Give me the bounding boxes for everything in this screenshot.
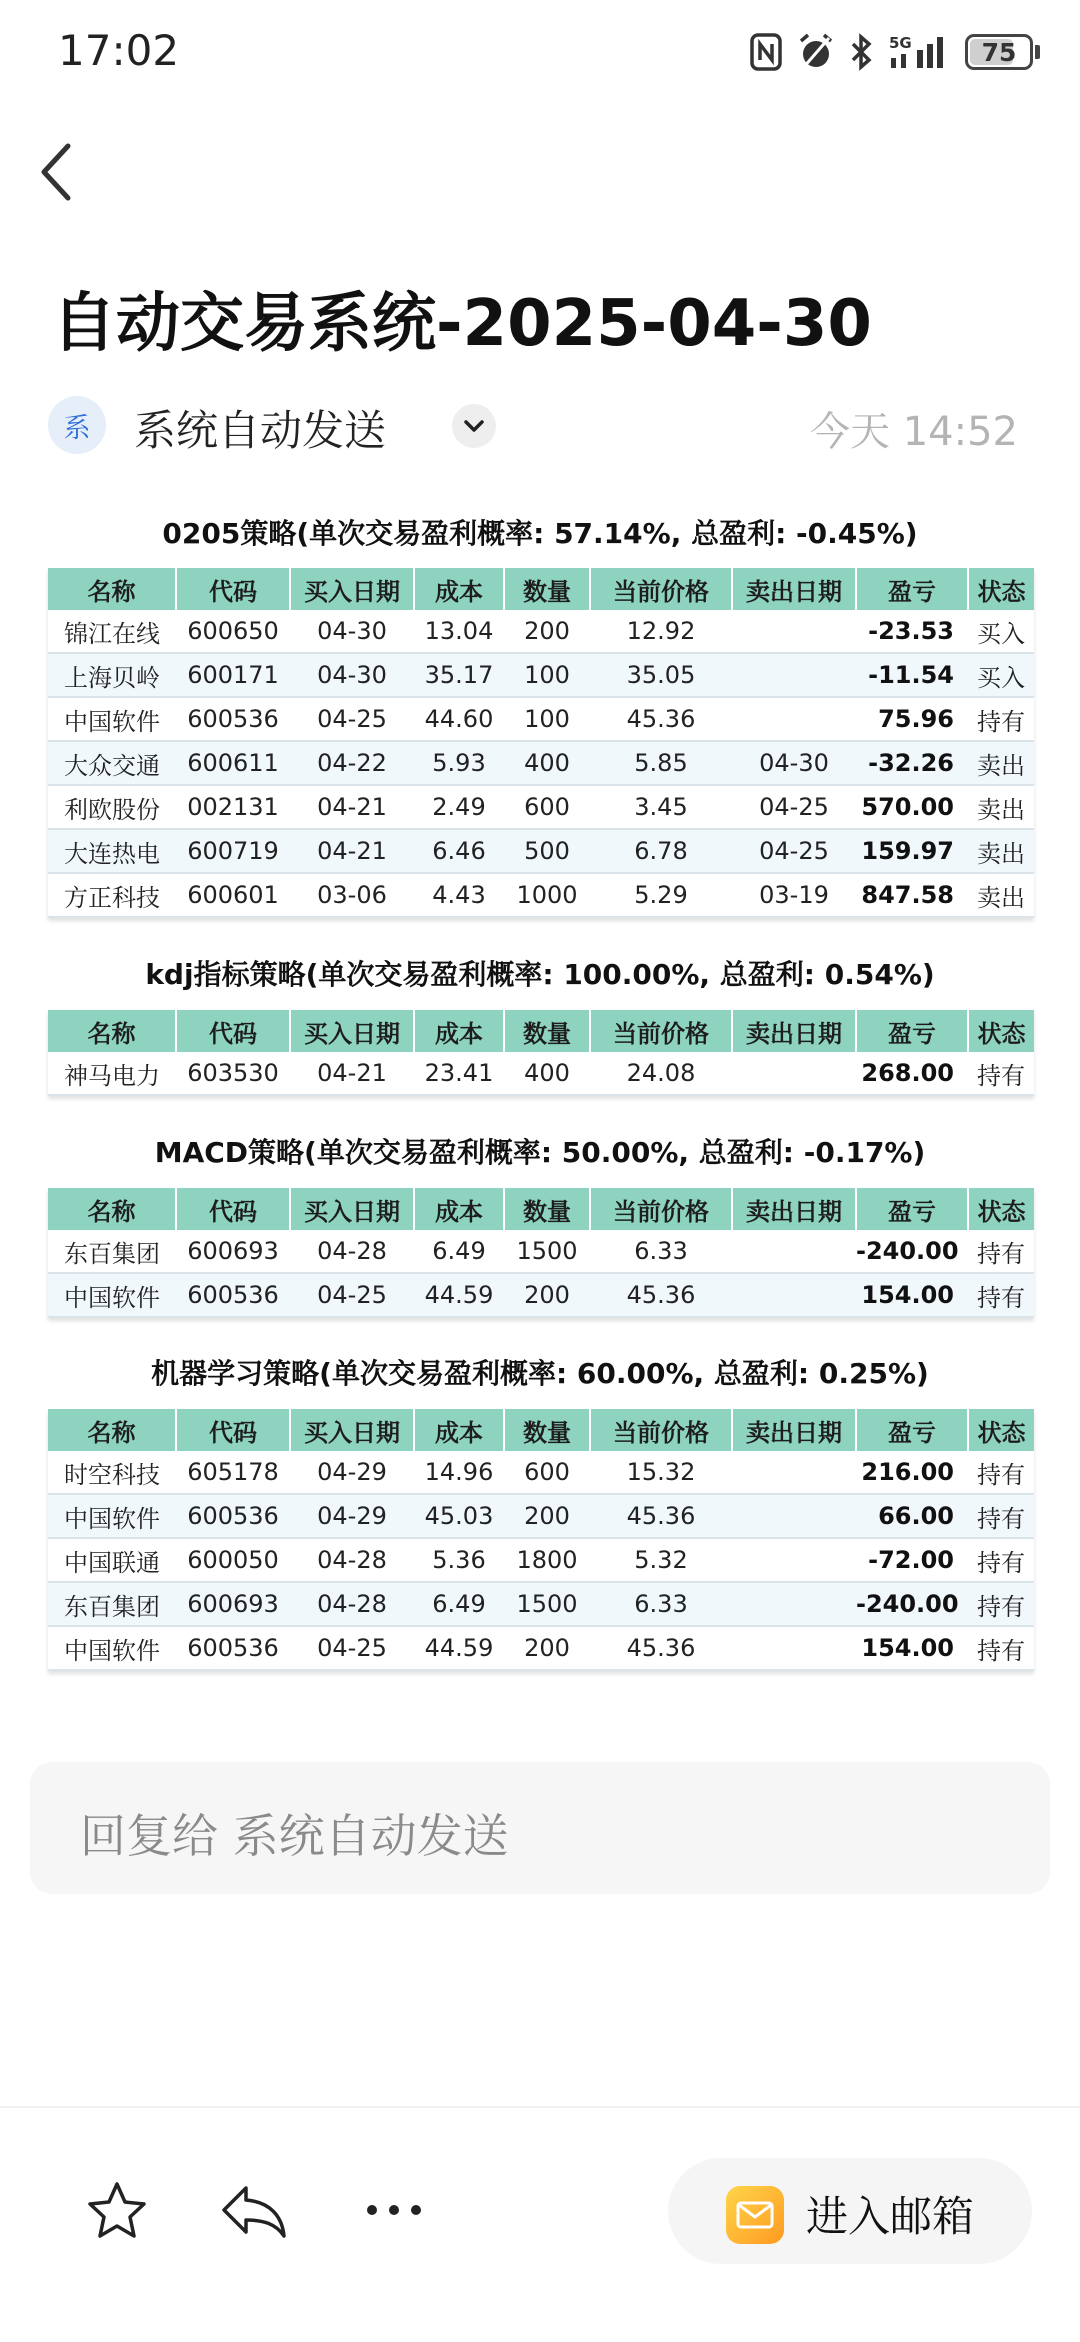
col-price: 15.32 bbox=[590, 1451, 732, 1494]
column-header: 成本 bbox=[414, 1409, 504, 1451]
col-quantity: 1800 bbox=[504, 1538, 590, 1582]
chevron-down-icon bbox=[463, 419, 485, 433]
col-cost: 4.43 bbox=[414, 873, 504, 917]
col-status: 持有 bbox=[968, 697, 1034, 741]
trade-table bbox=[48, 1010, 1034, 1096]
trade-table bbox=[48, 568, 1034, 918]
battery-value: 75 bbox=[981, 37, 1017, 67]
table-row bbox=[48, 873, 1034, 917]
column-header: 卖出日期 bbox=[732, 1409, 856, 1451]
col-code: 600693 bbox=[176, 1230, 290, 1273]
col-quantity: 100 bbox=[504, 653, 590, 697]
column-header: 卖出日期 bbox=[732, 1188, 856, 1230]
reply-placeholder: 回复给 系统自动发送 bbox=[80, 1809, 509, 1863]
col-sell-date: 04-30 bbox=[732, 741, 856, 785]
col-name: 时空科技 bbox=[48, 1451, 176, 1494]
column-header: 代码 bbox=[176, 568, 290, 610]
col-status: 持有 bbox=[968, 1626, 1034, 1670]
col-buy-date: 04-29 bbox=[290, 1494, 414, 1538]
col-quantity: 400 bbox=[504, 1052, 590, 1095]
column-header: 盈亏 bbox=[856, 1409, 968, 1451]
col-code: 603530 bbox=[176, 1052, 290, 1095]
col-status: 卖出 bbox=[968, 741, 1034, 785]
col-status: 持有 bbox=[968, 1052, 1034, 1095]
col-pnl: 75.96 bbox=[856, 697, 968, 741]
col-price: 45.36 bbox=[590, 1626, 732, 1670]
col-code: 600601 bbox=[176, 873, 290, 917]
col-code: 600611 bbox=[176, 741, 290, 785]
table-row bbox=[48, 1538, 1034, 1582]
table-row bbox=[48, 1273, 1034, 1317]
col-code: 600693 bbox=[176, 1582, 290, 1626]
col-code: 002131 bbox=[176, 785, 290, 829]
col-pnl: 268.00 bbox=[856, 1052, 968, 1095]
column-header: 名称 bbox=[48, 1409, 176, 1451]
col-pnl: 159.97 bbox=[856, 829, 968, 873]
col-name: 锦江在线 bbox=[48, 610, 176, 653]
table-row bbox=[48, 1052, 1034, 1095]
mail-subject: 自动交易系统-2025-04-30 bbox=[52, 287, 872, 361]
col-buy-date: 04-25 bbox=[290, 697, 414, 741]
col-pnl: -11.54 bbox=[856, 653, 968, 697]
col-pnl: 847.58 bbox=[856, 873, 968, 917]
column-header: 当前价格 bbox=[590, 1188, 732, 1230]
sender-name[interactable]: 系统自动发送 bbox=[134, 406, 387, 455]
col-sell-date bbox=[732, 1230, 856, 1273]
more-button[interactable] bbox=[364, 2200, 424, 2224]
column-header: 数量 bbox=[504, 1010, 590, 1052]
mailbox-icon bbox=[726, 2186, 784, 2244]
col-buy-date: 04-21 bbox=[290, 785, 414, 829]
nfc-icon bbox=[749, 32, 783, 72]
col-quantity: 200 bbox=[504, 1273, 590, 1317]
column-header: 代码 bbox=[176, 1010, 290, 1052]
col-quantity: 1500 bbox=[504, 1230, 590, 1273]
table-row bbox=[48, 610, 1034, 653]
trade-table bbox=[48, 1409, 1034, 1671]
strategy-title: 机器学习策略(单次交易盈利概率: 60.00%, 总盈利: 0.25%) bbox=[151, 1357, 929, 1390]
col-name: 中国联通 bbox=[48, 1538, 176, 1582]
col-sell-date bbox=[732, 1626, 856, 1670]
col-price: 24.08 bbox=[590, 1052, 732, 1095]
col-name: 上海贝岭 bbox=[48, 653, 176, 697]
column-header: 状态 bbox=[968, 568, 1034, 610]
column-header: 买入日期 bbox=[290, 568, 414, 610]
bluetooth-icon bbox=[849, 32, 873, 72]
table-row bbox=[48, 741, 1034, 785]
col-price: 6.33 bbox=[590, 1230, 732, 1273]
signal-icon bbox=[887, 32, 951, 72]
col-price: 45.36 bbox=[590, 1273, 732, 1317]
strategy-title: kdj指标策略(单次交易盈利概率: 100.00%, 总盈利: 0.54%) bbox=[145, 958, 935, 991]
col-name: 中国软件 bbox=[48, 1273, 176, 1317]
col-cost: 45.03 bbox=[414, 1494, 504, 1538]
table-row bbox=[48, 1230, 1034, 1273]
col-name: 神马电力 bbox=[48, 1052, 176, 1095]
col-name: 中国软件 bbox=[48, 697, 176, 741]
col-code: 600536 bbox=[176, 1494, 290, 1538]
col-sell-date bbox=[732, 1273, 856, 1317]
more-icon bbox=[364, 2200, 424, 2220]
col-name: 东百集团 bbox=[48, 1582, 176, 1626]
col-status: 买入 bbox=[968, 610, 1034, 653]
col-price: 5.29 bbox=[590, 873, 732, 917]
col-price: 5.32 bbox=[590, 1538, 732, 1582]
status-bar bbox=[0, 0, 1080, 100]
col-quantity: 1000 bbox=[504, 873, 590, 917]
col-cost: 44.59 bbox=[414, 1273, 504, 1317]
col-quantity: 400 bbox=[504, 741, 590, 785]
col-buy-date: 04-30 bbox=[290, 653, 414, 697]
col-sell-date bbox=[732, 1451, 856, 1494]
col-status: 持有 bbox=[968, 1273, 1034, 1317]
col-code: 600719 bbox=[176, 829, 290, 873]
col-status: 持有 bbox=[968, 1230, 1034, 1273]
column-header: 成本 bbox=[414, 1010, 504, 1052]
column-header: 当前价格 bbox=[590, 1010, 732, 1052]
col-cost: 6.49 bbox=[414, 1582, 504, 1626]
col-cost: 5.36 bbox=[414, 1538, 504, 1582]
col-status: 持有 bbox=[968, 1451, 1034, 1494]
col-sell-date: 04-25 bbox=[732, 829, 856, 873]
col-price: 35.05 bbox=[590, 653, 732, 697]
column-header: 状态 bbox=[968, 1188, 1034, 1230]
star-button[interactable] bbox=[86, 2180, 148, 2246]
col-status: 卖出 bbox=[968, 873, 1034, 917]
table-row bbox=[48, 653, 1034, 697]
column-header: 数量 bbox=[504, 1409, 590, 1451]
col-status: 持有 bbox=[968, 1582, 1034, 1626]
col-cost: 14.96 bbox=[414, 1451, 504, 1494]
column-header: 买入日期 bbox=[290, 1010, 414, 1052]
col-cost: 44.60 bbox=[414, 697, 504, 741]
back-button[interactable] bbox=[36, 140, 80, 204]
col-cost: 35.17 bbox=[414, 653, 504, 697]
col-code: 605178 bbox=[176, 1451, 290, 1494]
col-buy-date: 04-28 bbox=[290, 1582, 414, 1626]
col-buy-date: 04-21 bbox=[290, 829, 414, 873]
chevron-left-icon bbox=[36, 140, 80, 204]
table-row bbox=[48, 697, 1034, 741]
column-header: 成本 bbox=[414, 1188, 504, 1230]
col-name: 利欧股份 bbox=[48, 785, 176, 829]
col-pnl: 154.00 bbox=[856, 1626, 968, 1670]
reply-button[interactable] bbox=[220, 2182, 288, 2244]
col-sell-date bbox=[732, 610, 856, 653]
col-buy-date: 04-25 bbox=[290, 1273, 414, 1317]
column-header: 成本 bbox=[414, 568, 504, 610]
col-cost: 13.04 bbox=[414, 610, 504, 653]
col-quantity: 600 bbox=[504, 1451, 590, 1494]
col-buy-date: 04-21 bbox=[290, 1052, 414, 1095]
sender-row bbox=[48, 396, 1018, 456]
col-quantity: 1500 bbox=[504, 1582, 590, 1626]
col-pnl: 570.00 bbox=[856, 785, 968, 829]
bottom-toolbar bbox=[0, 2106, 1080, 2342]
col-code: 600536 bbox=[176, 1273, 290, 1317]
table-row bbox=[48, 1494, 1034, 1538]
star-icon bbox=[86, 2180, 148, 2242]
mail-time: 今天 14:52 bbox=[810, 409, 1018, 455]
trade-table bbox=[48, 1188, 1034, 1318]
column-header: 名称 bbox=[48, 1188, 176, 1230]
battery-icon bbox=[965, 34, 1033, 70]
column-header: 名称 bbox=[48, 568, 176, 610]
column-header: 数量 bbox=[504, 568, 590, 610]
col-name: 方正科技 bbox=[48, 873, 176, 917]
col-name: 中国软件 bbox=[48, 1626, 176, 1670]
col-pnl: 216.00 bbox=[856, 1451, 968, 1494]
col-sell-date bbox=[732, 1582, 856, 1626]
col-sell-date: 04-25 bbox=[732, 785, 856, 829]
reply-icon bbox=[220, 2182, 288, 2240]
strategy-title: MACD策略(单次交易盈利概率: 50.00%, 总盈利: -0.17%) bbox=[154, 1136, 926, 1169]
column-header: 盈亏 bbox=[856, 568, 968, 610]
col-sell-date bbox=[732, 697, 856, 741]
col-quantity: 200 bbox=[504, 1494, 590, 1538]
col-status: 买入 bbox=[968, 653, 1034, 697]
sender-avatar[interactable]: 系 bbox=[48, 396, 106, 454]
col-cost: 23.41 bbox=[414, 1052, 504, 1095]
col-buy-date: 04-28 bbox=[290, 1538, 414, 1582]
col-price: 3.45 bbox=[590, 785, 732, 829]
column-header: 买入日期 bbox=[290, 1188, 414, 1230]
col-buy-date: 03-06 bbox=[290, 873, 414, 917]
col-buy-date: 04-28 bbox=[290, 1230, 414, 1273]
col-quantity: 600 bbox=[504, 785, 590, 829]
col-price: 5.85 bbox=[590, 741, 732, 785]
enter-mailbox-label: 进入邮箱 bbox=[806, 2192, 975, 2241]
col-code: 600536 bbox=[176, 1626, 290, 1670]
col-quantity: 200 bbox=[504, 610, 590, 653]
enter-mailbox-button[interactable] bbox=[668, 2158, 1032, 2264]
table-row bbox=[48, 785, 1034, 829]
column-header: 代码 bbox=[176, 1409, 290, 1451]
col-status: 持有 bbox=[968, 1538, 1034, 1582]
col-sell-date bbox=[732, 1052, 856, 1095]
col-status: 持有 bbox=[968, 1494, 1034, 1538]
col-price: 6.78 bbox=[590, 829, 732, 873]
table-header-row bbox=[48, 568, 1034, 610]
column-header: 代码 bbox=[176, 1188, 290, 1230]
column-header: 盈亏 bbox=[856, 1188, 968, 1230]
col-pnl: -32.26 bbox=[856, 741, 968, 785]
col-status: 卖出 bbox=[968, 785, 1034, 829]
battery-tip bbox=[1035, 45, 1040, 59]
column-header: 名称 bbox=[48, 1010, 176, 1052]
column-header: 盈亏 bbox=[856, 1010, 968, 1052]
col-cost: 6.46 bbox=[414, 829, 504, 873]
column-header: 当前价格 bbox=[590, 568, 732, 610]
col-buy-date: 04-25 bbox=[290, 1626, 414, 1670]
reply-input[interactable] bbox=[30, 1762, 1050, 1894]
col-code: 600171 bbox=[176, 653, 290, 697]
table-header-row bbox=[48, 1188, 1034, 1230]
column-header: 当前价格 bbox=[590, 1409, 732, 1451]
strategy-title: 0205策略(单次交易盈利概率: 57.14%, 总盈利: -0.45%) bbox=[162, 517, 918, 550]
col-quantity: 100 bbox=[504, 697, 590, 741]
col-name: 大连热电 bbox=[48, 829, 176, 873]
column-header: 状态 bbox=[968, 1010, 1034, 1052]
col-sell-date bbox=[732, 1538, 856, 1582]
column-header: 卖出日期 bbox=[732, 568, 856, 610]
col-price: 45.36 bbox=[590, 1494, 732, 1538]
column-header: 买入日期 bbox=[290, 1409, 414, 1451]
column-header: 卖出日期 bbox=[732, 1010, 856, 1052]
svg-text:5G: 5G bbox=[889, 34, 912, 52]
column-header: 数量 bbox=[504, 1188, 590, 1230]
table-row bbox=[48, 829, 1034, 873]
col-buy-date: 04-22 bbox=[290, 741, 414, 785]
col-buy-date: 04-30 bbox=[290, 610, 414, 653]
col-sell-date bbox=[732, 1494, 856, 1538]
col-code: 600050 bbox=[176, 1538, 290, 1582]
col-pnl: 154.00 bbox=[856, 1273, 968, 1317]
col-buy-date: 04-29 bbox=[290, 1451, 414, 1494]
col-cost: 44.59 bbox=[414, 1626, 504, 1670]
col-cost: 5.93 bbox=[414, 741, 504, 785]
table-row bbox=[48, 1451, 1034, 1494]
col-price: 45.36 bbox=[590, 697, 732, 741]
col-quantity: 500 bbox=[504, 829, 590, 873]
col-pnl: -240.00 bbox=[856, 1230, 968, 1273]
column-header: 状态 bbox=[968, 1409, 1034, 1451]
col-pnl: -240.00 bbox=[856, 1582, 968, 1626]
col-price: 6.33 bbox=[590, 1582, 732, 1626]
alarm-off-icon bbox=[797, 32, 835, 72]
col-price: 12.92 bbox=[590, 610, 732, 653]
col-pnl: -72.00 bbox=[856, 1538, 968, 1582]
col-pnl: 66.00 bbox=[856, 1494, 968, 1538]
sender-details-button[interactable] bbox=[452, 404, 496, 448]
col-cost: 6.49 bbox=[414, 1230, 504, 1273]
col-name: 中国软件 bbox=[48, 1494, 176, 1538]
table-row bbox=[48, 1626, 1034, 1670]
col-name: 大众交通 bbox=[48, 741, 176, 785]
table-header-row bbox=[48, 1409, 1034, 1451]
col-status: 卖出 bbox=[968, 829, 1034, 873]
col-code: 600536 bbox=[176, 697, 290, 741]
col-sell-date bbox=[732, 653, 856, 697]
table-row bbox=[48, 1582, 1034, 1626]
status-time: 17:02 bbox=[58, 26, 180, 75]
col-code: 600650 bbox=[176, 610, 290, 653]
col-pnl: -23.53 bbox=[856, 610, 968, 653]
col-sell-date: 03-19 bbox=[732, 873, 856, 917]
status-icons bbox=[749, 30, 1040, 74]
col-name: 东百集团 bbox=[48, 1230, 176, 1273]
col-quantity: 200 bbox=[504, 1626, 590, 1670]
table-header-row bbox=[48, 1010, 1034, 1052]
col-cost: 2.49 bbox=[414, 785, 504, 829]
